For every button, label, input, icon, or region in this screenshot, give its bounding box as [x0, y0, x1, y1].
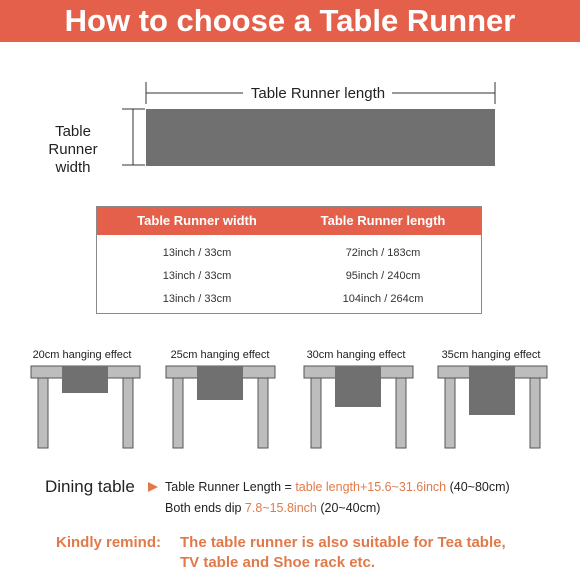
- hanging-effect-illustrations: [0, 362, 580, 454]
- triangle-right-icon: [147, 481, 159, 493]
- dip-prefix: Both ends dip: [165, 501, 245, 515]
- table-leg-left: [38, 378, 48, 448]
- size-table-header: [97, 207, 481, 235]
- row1-length: 72inch / 183cm: [345, 247, 421, 259]
- runner-drop-25: [197, 366, 243, 400]
- page-title: How to choose a Table Runner: [64, 3, 516, 38]
- width-label-line1: Table Runner: [48, 123, 98, 158]
- table-leg-right: [530, 378, 540, 448]
- formula-suffix: (40~80cm): [446, 480, 510, 494]
- table-leg-left: [311, 378, 321, 448]
- runner-drop-30: [335, 366, 381, 407]
- remind-label: Kindly remind:: [56, 534, 162, 551]
- table-leg-left: [173, 378, 183, 448]
- row3-width: 13inch / 33cm: [162, 293, 232, 305]
- remind-line2: TV table and Shoe rack etc.: [180, 554, 376, 571]
- hanging-label-20: 20cm hanging effect: [32, 349, 132, 361]
- table-leg-right: [123, 378, 133, 448]
- table-leg-left: [445, 378, 455, 448]
- title-banner: [0, 0, 580, 42]
- width-label: [30, 123, 116, 177]
- dining-formula: [165, 480, 510, 494]
- table-leg-right: [396, 378, 406, 448]
- row2-length: 95inch / 240cm: [345, 270, 421, 282]
- table-illustration-35: [438, 366, 547, 448]
- dip-suffix: (20~40cm): [316, 501, 381, 515]
- dining-dip: [165, 501, 380, 515]
- table-illustration-30: [304, 366, 413, 448]
- row3-length: 104inch / 264cm: [342, 293, 424, 305]
- dining-table-title: Dining table: [45, 477, 135, 496]
- runner-rectangle: [146, 109, 495, 166]
- header-width: Table Runner width: [137, 213, 257, 228]
- remind-line1: The table runner is also suitable for Tea table,: [180, 534, 506, 551]
- formula-highlight: table length+15.6~31.6inch: [295, 480, 447, 494]
- formula-prefix: Table Runner Length =: [165, 480, 296, 494]
- header-length: Table Runner length: [320, 213, 446, 228]
- hanging-label-35: 35cm hanging effect: [441, 349, 541, 361]
- hanging-label-25: 25cm hanging effect: [170, 349, 270, 361]
- width-label-line2: width: [55, 159, 91, 176]
- table-illustration-20: [31, 366, 140, 448]
- row2-width: 13inch / 33cm: [162, 270, 232, 282]
- dip-highlight: 7.8~15.8inch: [244, 501, 317, 515]
- runner-drop-20: [62, 366, 108, 393]
- table-illustration-25: [166, 366, 275, 448]
- length-label: Table Runner length: [250, 85, 386, 102]
- table-leg-right: [258, 378, 268, 448]
- size-table: [96, 206, 482, 314]
- hanging-label-30: 30cm hanging effect: [306, 349, 406, 361]
- row1-width: 13inch / 33cm: [162, 247, 232, 259]
- runner-drop-35: [469, 366, 515, 415]
